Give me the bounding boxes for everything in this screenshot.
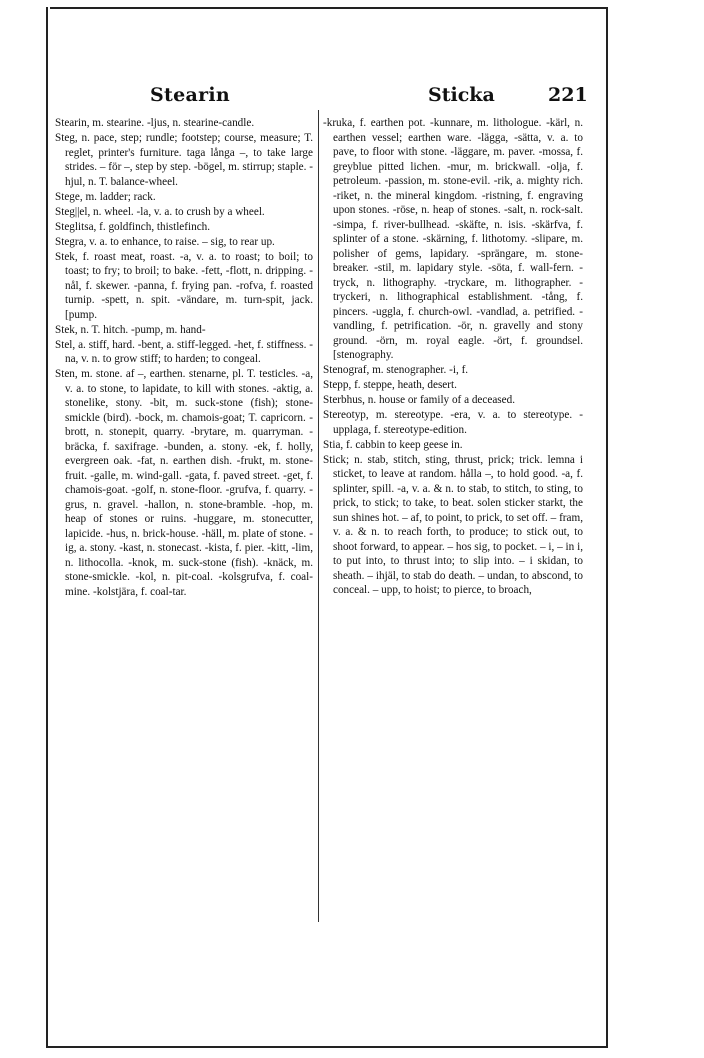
entry-sterbhus: Sterbhus, n. house or family of a deceased.	[323, 394, 515, 406]
entry-stepp: Stepp, f. steppe, heath, desert.	[323, 379, 457, 391]
entry-stearin: Stearin, m. stearine. -ljus, n. stearine-candle.	[55, 117, 255, 129]
entry-sten-continued: -kruka, f. earthen pot. -kunnare, m. lithologue. -kärl, n. earthen vessel; earthen ware. -lägga, -sätta, v. a. to pave, to floor with stone. -läggare, m. paver. -mossa, f. greyblue pitted lichen. -mur, m. brickwall. -olja, f. petroleum. -passion, m. stone-evil. -rik, a. mighty rich. -riket, n. the mineral kingdom. -ristning, f. engraving upon stones. -röse, n. heap of stones. -salt, n. rock-salt. -simpa, f. river-bullhead. -skäfte, n. isis. -skärfva, f. splinter of a stone. -skärning, f. lithotomy. -slipare, m. polisher of gems, lapidary. -sprängare, m. stone-breaker. -stil, m. lapidary style. -söta, f. wall-fern. -tryck, n. lithography. -tryckare, m. lithographer. -tryckeri, n. lithographical establishment. -tång, f. pincers. -uggla, f. church-owl. -vandlad, a. petrified. -vandling, f. petrification. -ör, n. gravelly and stony ground. -örn, m. royal eagle. -ört, f. groundsel. [stenography.	[323, 117, 583, 361]
page-number: 221	[548, 84, 588, 106]
column-divider	[318, 110, 319, 922]
bottom-border	[46, 1046, 608, 1048]
entry-stia: Stia, f. cabbin to keep geese in.	[323, 438, 463, 451]
entry-stick: Stick; n. stab, stitch, sting, thrust, prick; trick. lemna i sticket, to leave at random. hålla –, to hold good. -a, f. splinter, spill. -a, v. a. & n. to stab, to stitch, to sting, to prick, to stick; to take, to beat. solen sticker starkt, the sun shines hot. – af, to point, to prick, to set off. – fram, v. a. & n. to reach forth, to produce; to stick out, to shoot forward, to appear. – hos sig, to pocket. – i, – in i, to put into, to thrust into; to slip into. – i skidan, to sheath. – ihjäl, to stab do death. – undan, to abscond, to conceal. – upp, to hoist; to pierce, to broach,	[323, 453, 583, 596]
guide-word-left: Stearin	[150, 84, 231, 106]
entry-stek-f: Stek, f. roast meat, roast. -a, v. a. to roast; to boil; to toast; to fry; to broil; to bake. -fett, -flott, n. dripping. -nål, f. skewer. -panna, f. frying pan. -rofva, f. roasted turnip. -spett, n. spit. -vändare, m. turn-spit, jack. [pump.	[55, 250, 313, 321]
entry-stegra: Stegra, v. a. to enhance, to raise. – sig, to rear up.	[55, 235, 275, 248]
right-border	[606, 7, 608, 1047]
entry-steg: Steg, n. pace, step; rundle; footstep; course, measure; T. reglet, printer's furniture. taga långa –, to take large strides. – för –, step by step. -bögel, m. stirrup; staple. -hjul, n. T. balance-wheel.	[55, 132, 313, 188]
entry-stereotyp: Stereotyp, m. stereotype. -era, v. a. to stereotype. -upplaga, f. stereotype-edition.	[323, 409, 583, 436]
guide-word-right: Sticka	[428, 84, 495, 106]
entry-stel: Stel, a. stiff, hard. -bent, a. stiff-legged. -het, f. stiffness. -na, v. n. to grow stiff; to harden; to congeal.	[55, 338, 313, 365]
entry-steglitsa: Steglitsa, f. goldfinch, thistlefinch.	[55, 220, 211, 233]
left-border	[46, 7, 48, 1047]
left-column	[55, 116, 313, 600]
top-border	[50, 7, 606, 9]
entry-sten: Sten, m. stone. af –, earthen. stenarne, pl. T. testicles. -a, v. a. to stone, to lapidate, to kill with stones. -aktig, a. stonelike, stony. -bit, m. suck-stone (fish); stone-smickle (bird). -bock, m. chamois-goat; T. capricorn. -brott, n. stonepit, quarry. -brytare, m. quarryman. -bräcka, f. saxifrage. -bunden, a. stony. -ek, f. holly, evergreen oak. -fat, n. earthen dish. -frukt, m. stone-fruit. -galle, m. wind-gall. -gata, f. paved street. -get, f. chamois-goat. -golf, n. stone-floor. -grufva, f. quarry. -grus, n. gravel. -hallon, n. stone-bramble. -hop, m. heap of stones or ruins. -huggare, m. stonecutter, lapicide. -hus, n. brick-house. -häll, m. plate of stone. -ig, a. stony. -kast, n. stonecast. -kista, f. pier. -kitt, -lim, n. lithocolla. -knok, m. suck-stone (fish). -knäck, m. stone-smickle. -kol, n. pit-coal. -kolsgrufva, f. coal-mine. -kolstjära, f. coal-tar.	[55, 368, 313, 598]
entry-stege: Stege, m. ladder; rack.	[55, 190, 156, 203]
right-column	[323, 116, 583, 598]
entry-stegel: Steg||el, n. wheel. -la, v. a. to crush by a wheel.	[55, 205, 265, 218]
entry-stenograf: Stenograf, m. stenographer. -i, f.	[323, 364, 469, 376]
running-header	[50, 84, 598, 114]
entry-stek-n: Stek, n. T. hitch. -pump, m. hand-	[55, 323, 206, 336]
